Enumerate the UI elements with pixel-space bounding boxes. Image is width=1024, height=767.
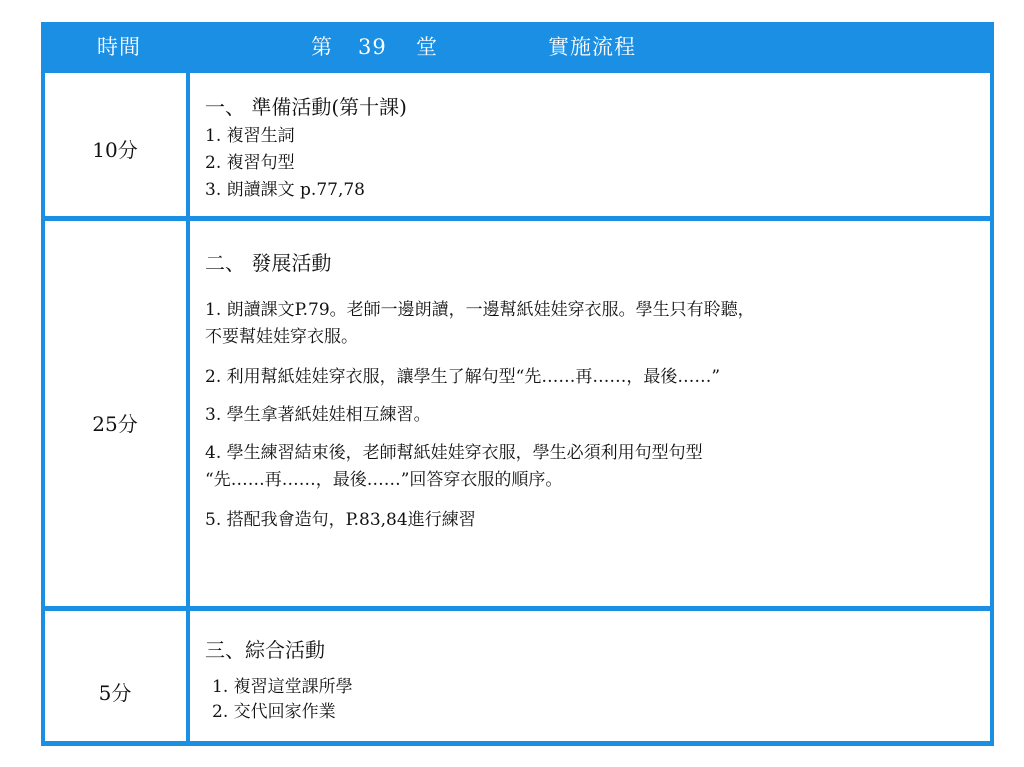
list-item: 3. 朗讀課文 p.77,78 [205, 180, 365, 200]
header-time: 時間 [97, 35, 141, 59]
row-time-prep: 10分 [92, 138, 138, 162]
list-item: 不要幫娃娃穿衣服。 [205, 327, 358, 347]
list-item: 2. 複習句型 [205, 153, 295, 173]
row-content-prep [205, 91, 985, 202]
section-title-development: 二、 發展活動 [205, 251, 332, 275]
list-item: 1. 朗讀課文P.79。老師一邊朗讀，一邊幫紙娃娃穿衣服。學生只有聆聽， [205, 300, 755, 320]
list-item: 2. 利用幫紙娃娃穿衣服，讓學生了解句型“先……再……，最後……” [205, 367, 721, 387]
list-item: “先……再……，最後……”回答穿衣服的順序。 [205, 470, 563, 490]
table-border-right [990, 22, 994, 746]
header-lesson-number: 39 [358, 35, 387, 59]
row-divider-2 [41, 606, 994, 611]
table-border-bottom [41, 741, 994, 746]
list-item: 1. 複習這堂課所學 [212, 677, 353, 697]
section-title-synthesis: 三、綜合活動 [205, 638, 325, 662]
row-content-synthesis [205, 634, 985, 722]
list-item: 4. 學生練習結束後，老師幫紙娃娃穿衣服，學生必須利用句型句型 [205, 443, 703, 463]
row-time-development: 25分 [92, 412, 138, 436]
table-header [41, 22, 994, 73]
table-border-left [41, 22, 45, 746]
section-title-prep: 一、 準備活動(第十課) [205, 95, 407, 119]
list-item: 1. 複習生詞 [205, 126, 295, 146]
header-lesson-suffix: 堂 [416, 35, 438, 59]
list-item: 3. 學生拿著紙娃娃相互練習。 [205, 405, 431, 425]
row-divider-1 [41, 216, 994, 221]
list-item: 2. 交代回家作業 [212, 702, 336, 722]
row-content-development [205, 247, 985, 532]
header-process: 實施流程 [548, 35, 636, 59]
header-lesson-prefix: 第 [311, 35, 333, 59]
list-item: 5. 搭配我會造句，P.83,84進行練習 [205, 510, 476, 530]
row-time-synthesis: 5分 [98, 681, 132, 705]
